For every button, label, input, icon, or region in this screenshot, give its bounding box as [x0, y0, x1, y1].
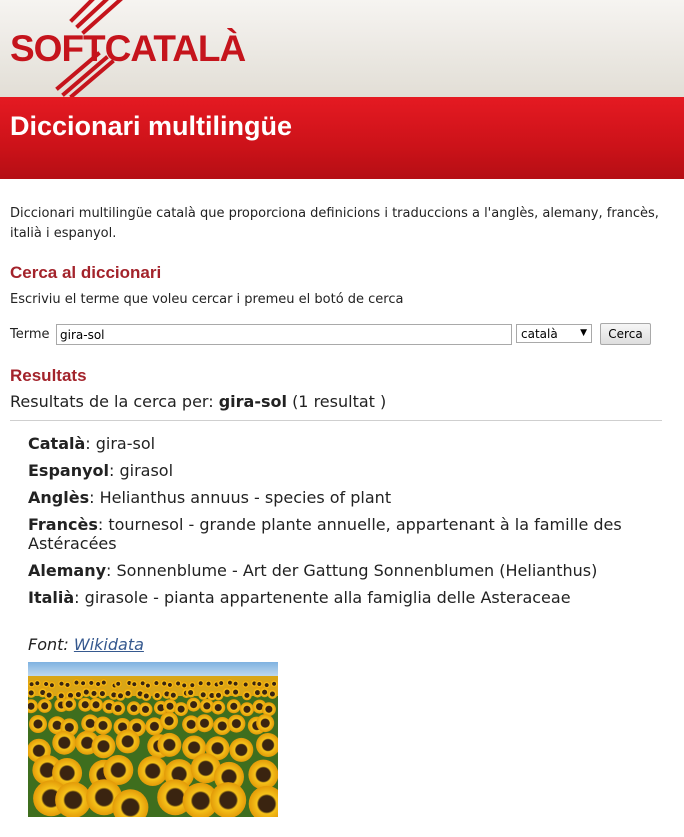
entry-text: tournesol - grande plante annuelle, appartenant à la famille des Astéracées [28, 515, 622, 553]
entry-text: gira-sol [95, 434, 156, 453]
term-input[interactable] [56, 324, 512, 345]
language-select-value: català [521, 327, 558, 341]
sunflower-field-image [28, 662, 278, 817]
page-title: Diccionari multilingüe [10, 111, 293, 141]
results-term: gira-sol [218, 392, 287, 411]
dropdown-arrow-icon: ▼ [580, 328, 587, 338]
translation-entry: Espanyol: girasol [28, 461, 174, 480]
intro-text: Diccionari multilingüe català que proporciona definicions i traduccions a l'anglès, alemany, francès, italià i espanyol. [10, 206, 659, 241]
entry-text: Sonnenblume - Art der Gattung Sonnenblumen (Helianthus) [116, 561, 598, 580]
translation-entry: Anglès: Helianthus annuus - species of plant [28, 488, 392, 507]
translation-entry: Català: gira-sol [28, 434, 156, 453]
results-divider [10, 420, 662, 421]
language-select[interactable] [516, 324, 592, 343]
entry-language: Francès [28, 515, 98, 534]
results-summary [10, 392, 386, 411]
entry-language: Anglès [28, 488, 90, 507]
entry-text: girasole - pianta appartenente alla famiglia delle Asteraceae [84, 588, 571, 607]
header-logo-band [0, 0, 684, 97]
wikidata-link[interactable]: Wikidata [73, 635, 144, 654]
title-band [0, 97, 684, 179]
source-label: Font: [28, 635, 69, 654]
translation-entry: Alemany: Sonnenblume - Art der Gattung Sonnenblumen (Helianthus) [28, 561, 598, 580]
search-form [10, 323, 670, 347]
results-count: (1 resultat ) [292, 392, 387, 411]
entry-language: Italià [28, 588, 75, 607]
entry-language: Català [28, 434, 86, 453]
search-button[interactable]: Cerca [600, 323, 651, 345]
entry-text: Helianthus annuus - species of plant [99, 488, 392, 507]
translation-list [28, 434, 668, 615]
results-summary-prefix: Resultats de la cerca per: [10, 392, 214, 411]
entry-text: girasol [119, 461, 174, 480]
translation-entry: Francès: tournesol - grande plante annuelle, appartenant à la famille des Astéracées [28, 515, 622, 553]
translation-entry: Italià: girasole - pianta appartenente alla famiglia delle Asteraceae [28, 588, 571, 607]
source-attribution [28, 635, 144, 654]
results-heading: Resultats [10, 366, 87, 385]
search-heading: Cerca al diccionari [10, 263, 162, 282]
entry-language: Espanyol [28, 461, 109, 480]
search-instructions: Escriviu el terme que voleu cercar i premeu el botó de cerca [10, 292, 404, 307]
softcatala-logo[interactable]: SOFTCATALÀ [10, 28, 246, 69]
term-label: Terme [10, 327, 50, 342]
entry-language: Alemany [28, 561, 107, 580]
